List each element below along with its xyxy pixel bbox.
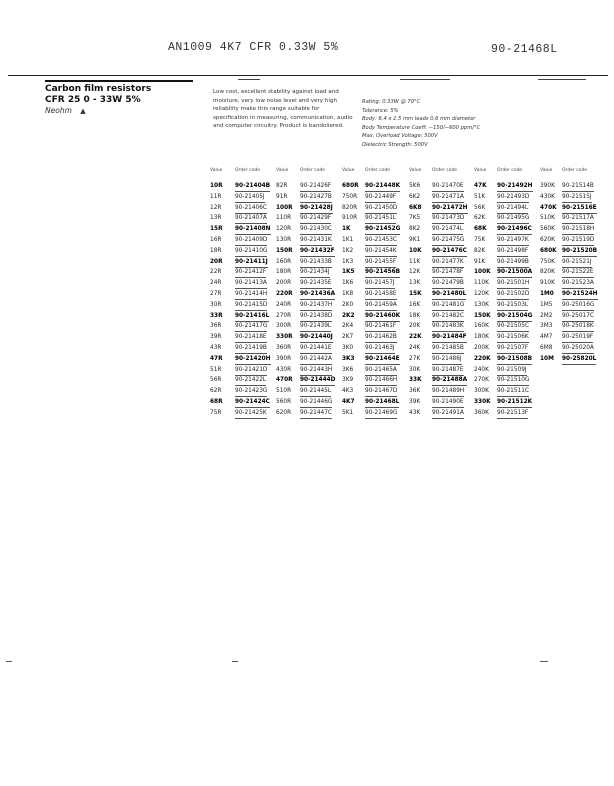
- order-code: 90-21414H: [235, 289, 267, 300]
- order-code: 90-21506K: [497, 332, 529, 343]
- resistance-value: 33K: [409, 377, 422, 384]
- order-code: 90-21429F: [300, 213, 331, 224]
- order-code: 90-21426F: [300, 181, 331, 192]
- order-code: 90-21502D: [497, 289, 529, 300]
- resistance-value: 91R: [276, 193, 288, 200]
- resistance-value: 560R: [276, 399, 292, 405]
- order-code: 90-21443H: [300, 365, 332, 376]
- order-code: 90-21449F: [365, 192, 396, 203]
- resistance-value: 62R: [210, 388, 222, 395]
- resistance-value: 24R: [210, 280, 222, 287]
- resistance-value: 750R: [342, 193, 358, 200]
- order-code: 90-21507F: [497, 343, 528, 354]
- resistance-value: 2K2: [342, 312, 355, 319]
- resistance-value: 43K: [409, 409, 421, 416]
- resistance-value: 47R: [210, 355, 223, 362]
- resistance-value: 4K3: [342, 388, 354, 395]
- order-code: 90-21479B: [432, 278, 464, 289]
- order-code: 90-21440J: [300, 332, 333, 343]
- order-code: 90-21432F: [300, 246, 335, 257]
- order-code: 90-21442A: [300, 354, 332, 365]
- resistance-value: 330K: [474, 399, 491, 405]
- order-code: 90-21499B: [497, 257, 529, 268]
- resistance-value: 150K: [474, 312, 491, 319]
- order-code: 90-21485B: [432, 343, 464, 354]
- resistance-value: 30R: [210, 301, 222, 308]
- resistance-value: 30K: [409, 366, 421, 373]
- resistance-value: 1K6: [342, 280, 354, 287]
- order-code: 90-21469G: [365, 408, 397, 419]
- resistance-value: 910K: [540, 280, 555, 287]
- resistance-value: 6K2: [409, 193, 421, 200]
- resistance-value: 160R: [276, 258, 292, 265]
- resistance-value: 20K: [409, 323, 421, 330]
- spec-item: Dielectric Strength: 500V: [362, 141, 428, 148]
- resistance-value: 130R: [276, 237, 292, 243]
- resistance-value: 43R: [210, 345, 222, 351]
- resistance-value: 39R: [210, 334, 222, 341]
- resistance-value: 47K: [474, 183, 487, 189]
- order-code: 90-21512K: [497, 397, 532, 408]
- order-code: 90-21456B: [365, 267, 400, 278]
- order-code: 90-21484F: [432, 332, 467, 343]
- order-code: 90-21447C: [300, 408, 332, 419]
- resistance-value: 6M8: [540, 345, 553, 351]
- resistance-value: 75K: [474, 237, 486, 243]
- page-mark: [540, 661, 548, 662]
- resistance-value: 10M: [540, 355, 554, 362]
- column-header-value: Value: [342, 168, 355, 173]
- resistance-value: 4K7: [342, 399, 355, 405]
- resistance-value: 18R: [210, 247, 222, 254]
- order-code: 90-21436A: [300, 289, 335, 300]
- order-code: 90-21497K: [497, 235, 529, 246]
- resistance-value: 13R: [210, 215, 222, 222]
- page-mark: [6, 661, 12, 662]
- order-code: 90-21462B: [365, 332, 397, 343]
- order-code: 90-21416L: [235, 311, 269, 322]
- resistance-value: 3M3: [540, 323, 553, 330]
- brand: [45, 106, 86, 115]
- resistance-value: 15R: [210, 226, 223, 233]
- resistance-value: 3K3: [342, 355, 355, 362]
- order-code: 90-21471A: [432, 192, 464, 203]
- resistance-value: 430K: [540, 193, 555, 200]
- order-code: 90-21491A: [432, 408, 464, 419]
- order-code: 90-21444D: [300, 375, 335, 386]
- order-code: 90-21417G: [235, 321, 267, 332]
- order-code: 90-21487E: [432, 365, 464, 376]
- order-code: 90-21523A: [562, 278, 594, 289]
- resistance-value: 240K: [474, 366, 489, 373]
- order-code: 90-21494L: [497, 203, 528, 214]
- order-code: 90-21463J: [365, 343, 395, 354]
- brand-name: Neohm: [45, 106, 72, 115]
- resistance-value: 470R: [276, 377, 293, 384]
- resistance-value: 270K: [474, 377, 489, 384]
- order-code: 90-21453C: [365, 235, 397, 246]
- resistance-value: 6K8: [409, 204, 422, 211]
- order-code: 90-21438D: [300, 311, 332, 322]
- order-code: 90-21467D: [365, 386, 397, 397]
- order-code: 90-21513F: [497, 408, 528, 419]
- order-code: 90-21476C: [432, 246, 467, 257]
- order-code: 90-21409D: [235, 235, 267, 246]
- order-code: 90-25019F: [562, 332, 593, 343]
- resistance-value: 120K: [474, 291, 489, 297]
- column-header-value: Value: [210, 168, 223, 173]
- section-divider: [538, 79, 586, 80]
- resistance-value: 22K: [409, 334, 422, 341]
- order-code: 90-21457J: [365, 278, 395, 289]
- resistance-value: 62K: [474, 215, 486, 222]
- spec-item: Max. Overload Voltage: 500V: [362, 133, 438, 140]
- order-code: 90-21496C: [497, 224, 532, 235]
- resistance-value: 13K: [409, 280, 421, 287]
- column-header-code: Order code: [562, 168, 588, 173]
- order-code: 90-21421D: [235, 365, 267, 376]
- resistance-value: 1K3: [342, 258, 354, 265]
- resistance-value: 75R: [210, 409, 222, 416]
- resistance-value: 620R: [276, 409, 292, 416]
- resistance-value: 750K: [540, 258, 555, 265]
- resistance-value: 10K: [409, 247, 422, 254]
- order-code: 90-21475G: [432, 235, 464, 246]
- order-code: 90-21407A: [235, 213, 267, 224]
- order-code: 90-21498F: [497, 246, 528, 257]
- resistance-value: 1M5: [540, 301, 553, 308]
- order-code: 90-21522E: [562, 267, 594, 278]
- resistance-value: 24K: [409, 345, 421, 351]
- order-code: 90-21518H: [562, 224, 594, 235]
- spec-list: [362, 98, 480, 150]
- resistance-value: 200K: [474, 345, 489, 351]
- order-code: 90-21446G: [300, 397, 332, 408]
- order-code: 90-21473D: [432, 213, 464, 224]
- order-code: 90-21439L: [300, 321, 331, 332]
- spec-item: Body: 6.4 x 2.5 mm leads 0.6 mm diameter: [362, 116, 476, 123]
- resistance-value: 680R: [342, 183, 359, 189]
- resistance-value: 110K: [474, 280, 489, 287]
- resistance-value: 180R: [276, 269, 292, 276]
- resistance-value: 470K: [540, 204, 557, 211]
- resistance-value: 390R: [276, 355, 292, 362]
- resistance-value: 560K: [540, 226, 555, 233]
- resistance-value: 82K: [474, 247, 486, 254]
- order-code: 90-21481G: [432, 300, 464, 311]
- order-code: 90-21477K: [432, 257, 464, 268]
- order-code: 90-21454K: [365, 246, 397, 257]
- order-code: 90-21427B: [300, 192, 332, 203]
- resistance-value: 18K: [409, 312, 421, 319]
- resistance-value: 1K2: [342, 247, 354, 254]
- resistance-value: 1K8: [342, 291, 354, 297]
- order-code: 90-21445L: [300, 386, 331, 397]
- resistance-value: 3K0: [342, 345, 354, 351]
- resistance-value: 91K: [474, 258, 486, 265]
- order-code: 90-21472H: [432, 203, 468, 214]
- order-code: 90-21482C: [432, 311, 464, 322]
- resistance-value: 110R: [276, 215, 292, 222]
- column-header-value: Value: [540, 168, 553, 173]
- order-code: 90-21404B: [235, 181, 270, 192]
- resistance-value: 11R: [210, 193, 222, 200]
- resistance-value: 2M2: [540, 312, 553, 319]
- resistance-value: 68K: [474, 226, 487, 233]
- column-header-code: Order code: [235, 168, 261, 173]
- order-code: 90-21464E: [365, 354, 400, 365]
- resistance-value: 27K: [409, 355, 421, 362]
- column-header-code: Order code: [497, 168, 523, 173]
- order-code: 90-21441E: [300, 343, 332, 354]
- order-code: 90-21452G: [365, 224, 400, 235]
- column-header-value: Value: [474, 168, 487, 173]
- order-code: 90-21470E: [432, 181, 464, 192]
- resistance-value: 220K: [474, 355, 491, 362]
- order-code: 90-21420H: [235, 354, 271, 365]
- spec-item: Rating: 0.33W @ 70°C: [362, 99, 421, 105]
- order-code: 90-21408N: [235, 224, 271, 235]
- resistance-value: 390K: [540, 183, 555, 189]
- resistance-value: 360R: [276, 345, 292, 351]
- resistance-value: 120R: [276, 226, 292, 233]
- order-code: 90-21488A: [432, 375, 467, 386]
- order-code: 90-21505C: [497, 321, 529, 332]
- order-code: 90-21466H: [365, 375, 397, 386]
- resistance-value: 11K: [409, 258, 421, 265]
- order-code: 90-25820L: [562, 354, 596, 365]
- resistance-value: 4M7: [540, 334, 553, 341]
- order-code: 90-21423G: [235, 386, 267, 397]
- order-code: 90-21431K: [300, 235, 332, 246]
- resistance-value: 3K9: [342, 377, 354, 384]
- resistance-value: 620K: [540, 237, 555, 243]
- order-code: 90-21418E: [235, 332, 267, 343]
- resistance-value: 5K6: [409, 183, 421, 189]
- order-code: 90-21451L: [365, 213, 396, 224]
- order-code: 90-21422L: [235, 375, 266, 386]
- order-code: 90-21478F: [432, 267, 463, 278]
- resistance-value: 36R: [210, 323, 222, 330]
- order-code: 90-21435E: [300, 278, 332, 289]
- column-header-code: Order code: [365, 168, 391, 173]
- resistance-value: 16R: [210, 237, 222, 243]
- order-code: 90-25016G: [562, 300, 594, 311]
- resistance-value: 180K: [474, 334, 489, 341]
- document-header-code: 90-21468L: [491, 43, 558, 56]
- page-mark: [232, 661, 238, 662]
- resistance-value: 820R: [342, 204, 358, 211]
- resistance-value: 1M0: [540, 291, 554, 297]
- resistance-value: 15K: [409, 291, 422, 297]
- document-header-title: AN1009 4K7 CFR 0.33W 5%: [168, 41, 339, 54]
- order-code: 90-21509J: [497, 365, 527, 376]
- resistance-value: 12K: [409, 269, 421, 276]
- resistance-value: 33R: [210, 312, 223, 319]
- resistance-value: 3K6: [342, 366, 354, 373]
- column-header-code: Order code: [300, 168, 326, 173]
- order-code: 90-21419B: [235, 343, 267, 354]
- order-code: 90-21492H: [497, 181, 533, 192]
- order-code: 90-21517A: [562, 213, 594, 224]
- column-header-value: Value: [409, 168, 422, 173]
- order-code: 90-25018K: [562, 321, 594, 332]
- resistance-value: 39K: [409, 399, 421, 405]
- spec-item: Tolerance: 5%: [362, 107, 399, 114]
- order-code: 90-21430C: [300, 224, 332, 235]
- order-code: 90-21412F: [235, 267, 266, 278]
- resistance-value: 22R: [210, 269, 222, 276]
- resistance-value: 100K: [474, 269, 491, 276]
- resistance-value: 330R: [276, 334, 293, 341]
- order-code: 90-21413A: [235, 278, 267, 289]
- order-code: 90-21524H: [562, 289, 598, 300]
- order-code: 90-21514B: [562, 181, 594, 192]
- order-code: 90-25020A: [562, 343, 594, 354]
- resistance-value: 56K: [474, 204, 486, 211]
- resistance-value: 820K: [540, 269, 555, 276]
- resistance-value: 680K: [540, 247, 557, 254]
- brand-triangle-icon: ▲: [80, 107, 86, 115]
- order-code: 90-21405J: [235, 192, 265, 203]
- order-code: 90-21461F: [365, 321, 396, 332]
- resistance-value: 240R: [276, 301, 292, 308]
- resistance-value: 2K0: [342, 301, 354, 308]
- order-code: 90-21510G: [497, 375, 529, 386]
- resistance-value: 1K1: [342, 237, 354, 243]
- product-title: [45, 84, 151, 106]
- order-code: 90-21459A: [365, 300, 397, 311]
- resistance-value: 12R: [210, 204, 222, 211]
- resistance-value: 910R: [342, 215, 358, 222]
- order-code: 90-21508B: [497, 354, 532, 365]
- resistance-value: 36K: [409, 388, 421, 395]
- resistance-value: 56R: [210, 377, 222, 384]
- resistance-value: 130K: [474, 301, 489, 308]
- order-code: 90-21437H: [300, 300, 332, 311]
- order-code: 90-21415D: [235, 300, 267, 311]
- resistance-value: 150R: [276, 247, 293, 254]
- product-description: Low cost, excellent stability against load and moisture, very low noise level and very high reliability make this range suitable for specification in measuring, communication, audio and computer circuitry. Product is bandoliered.: [213, 89, 353, 130]
- header-divider: [8, 75, 608, 76]
- resistance-value: 5K1: [342, 409, 354, 416]
- resistance-value: 51K: [474, 193, 486, 200]
- resistance-value: 2K7: [342, 334, 354, 341]
- resistance-value: 100R: [276, 204, 293, 211]
- resistance-value: 68R: [210, 399, 223, 405]
- order-code: 90-21458E: [365, 289, 397, 300]
- resistance-value: 82R: [276, 183, 288, 189]
- order-code: 90-21489H: [432, 386, 464, 397]
- order-code: 90-25017C: [562, 311, 594, 322]
- order-code: 90-21520B: [562, 246, 597, 257]
- order-code: 90-21490E: [432, 397, 464, 408]
- order-code: 90-21483K: [432, 321, 464, 332]
- column-header-value: Value: [276, 168, 289, 173]
- resistance-value: 300K: [474, 388, 489, 395]
- resistance-value: 10R: [210, 183, 223, 189]
- resistance-value: 220R: [276, 291, 293, 297]
- order-code: 90-21455F: [365, 257, 396, 268]
- order-code: 90-21406C: [235, 203, 267, 214]
- resistance-value: 8K2: [409, 226, 421, 233]
- resistance-value: 27R: [210, 291, 222, 297]
- section-divider: [400, 79, 450, 80]
- order-code: 90-21495G: [497, 213, 529, 224]
- order-code: 90-21428J: [300, 203, 333, 214]
- resistance-value: 20R: [210, 258, 223, 265]
- order-code: 90-21433B: [300, 257, 332, 268]
- order-code: 90-21503L: [497, 300, 528, 311]
- section-divider: [238, 79, 260, 80]
- order-code: 90-21425K: [235, 408, 267, 419]
- resistance-value: 510R: [276, 388, 292, 395]
- resistance-value: 51R: [210, 366, 222, 373]
- order-code: 90-21424C: [235, 397, 270, 408]
- order-code: 90-21460K: [365, 311, 400, 322]
- spec-item: Body Temperature Coeff: −150/−600 ppm/°C: [362, 124, 481, 131]
- section-divider: [45, 80, 193, 82]
- resistance-value: 9K1: [409, 237, 421, 243]
- resistance-value: 160K: [474, 323, 489, 330]
- resistance-value: 1K: [342, 226, 351, 233]
- order-code: 90-21501H: [497, 278, 529, 289]
- order-code: 90-21468L: [365, 397, 399, 408]
- order-code: 90-21410G: [235, 246, 267, 257]
- order-code: 90-21480L: [432, 289, 466, 300]
- order-code: 90-21500A: [497, 267, 532, 278]
- order-code: 90-21450D: [365, 203, 397, 214]
- resistance-value: 510K: [540, 215, 555, 222]
- order-code: 90-21493D: [497, 192, 529, 203]
- order-code: 90-21474L: [432, 224, 463, 235]
- order-code: 90-21486J: [432, 354, 462, 365]
- order-code: 90-21448K: [365, 181, 400, 192]
- resistance-value: 270R: [276, 312, 292, 319]
- order-code: 90-21521J: [562, 257, 592, 268]
- order-code: 90-21516E: [562, 203, 597, 214]
- column-header-code: Order code: [432, 168, 458, 173]
- product-title-line2: CFR 25 0 - 33W 5%: [45, 95, 141, 105]
- resistance-value: 1K5: [342, 269, 355, 276]
- resistance-value: 16K: [409, 301, 421, 308]
- order-code: 90-21411J: [235, 257, 268, 268]
- order-code: 90-21515J: [562, 192, 592, 203]
- product-title-line1: Carbon film resistors: [45, 84, 152, 94]
- order-code: 90-21434J: [300, 267, 330, 278]
- order-code: 90-21511C: [497, 386, 529, 397]
- resistance-value: 7K5: [409, 215, 421, 222]
- order-code: 90-21465A: [365, 365, 397, 376]
- resistance-value: 200R: [276, 280, 292, 287]
- order-code: 90-21504G: [497, 311, 532, 322]
- order-code: 90-21519D: [562, 235, 594, 246]
- resistance-value: 360K: [474, 409, 489, 416]
- resistance-value: 2K4: [342, 323, 354, 330]
- resistance-value: 300R: [276, 323, 292, 330]
- resistance-value: 430R: [276, 366, 292, 373]
